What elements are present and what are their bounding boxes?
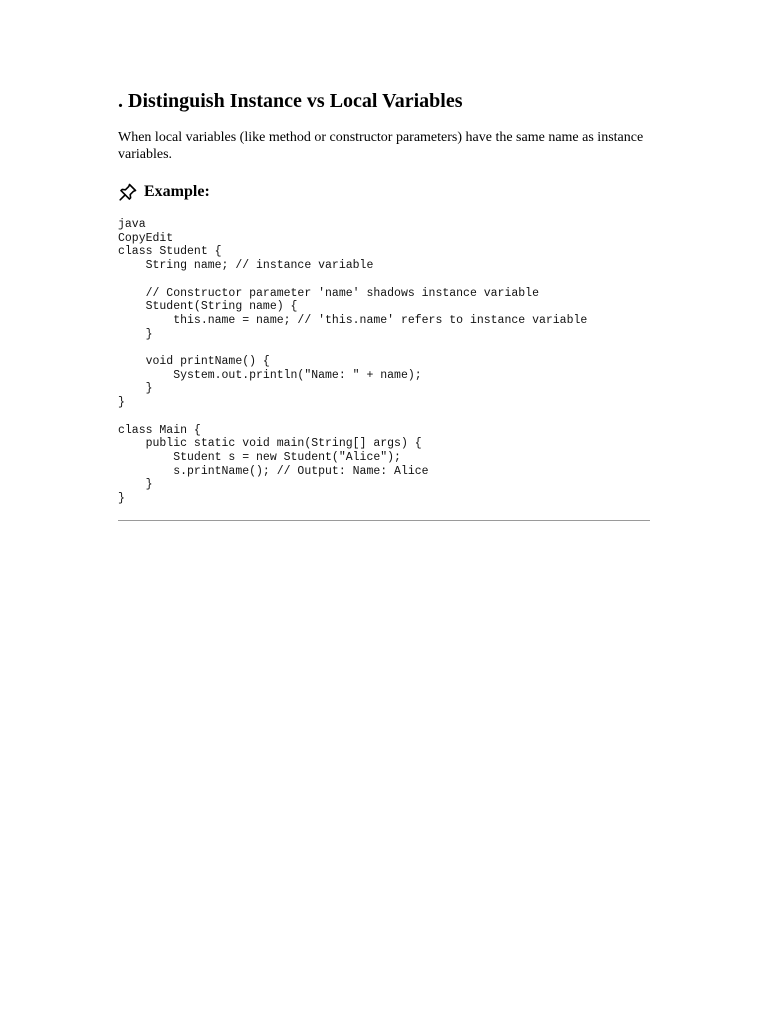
code-line: this.name = name; // 'this.name' refers to instance variable <box>118 313 588 327</box>
example-header <box>118 181 210 203</box>
example-label: Example: <box>144 183 210 200</box>
intro-paragraph: When local variables (like method or constructor parameters) have the same name as instance variables. <box>118 130 644 162</box>
code-language-label: java <box>118 218 146 231</box>
code-lines <box>118 245 587 505</box>
code-block <box>118 218 587 506</box>
section-heading: . Distinguish Instance vs Local Variables <box>118 90 463 112</box>
code-line: } <box>118 396 125 410</box>
code-line: Student s = new Student("Alice"); <box>118 450 401 464</box>
code-line: } <box>118 327 153 341</box>
pushpin-icon <box>118 182 138 202</box>
code-line: public static void main(String[] args) { <box>118 437 422 451</box>
code-line: // Constructor parameter 'name' shadows instance variable <box>118 286 539 300</box>
code-line: } <box>118 478 153 492</box>
code-line: class Main { <box>118 423 201 437</box>
horizontal-divider <box>118 520 650 521</box>
code-line: class Student { <box>118 245 222 259</box>
copy-edit-button[interactable]: CopyEdit <box>118 231 174 245</box>
code-line: } <box>118 492 125 506</box>
code-line: System.out.println("Name: " + name); <box>118 368 422 382</box>
code-line: Student(String name) { <box>118 300 298 314</box>
code-line: s.printName(); // Output: Name: Alice <box>118 464 429 478</box>
code-line: void printName() { <box>118 355 270 369</box>
code-line: String name; // instance variable <box>118 259 374 273</box>
code-line: } <box>118 382 153 396</box>
